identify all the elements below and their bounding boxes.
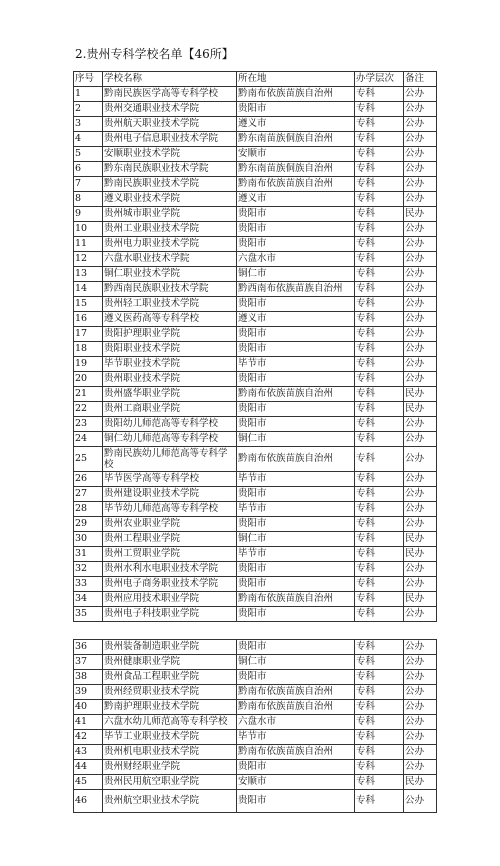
table-row: [74, 342, 437, 357]
table-row: [74, 730, 437, 745]
cell-location: 贵阳市: [237, 297, 355, 312]
cell-location: 贵阳市: [237, 102, 355, 117]
cell-school-name: 贵州建设职业技术学院: [103, 487, 237, 502]
cell-level: 专科: [355, 685, 404, 700]
cell-level: 专科: [355, 237, 404, 252]
table-row: [74, 547, 437, 562]
cell-index: 45: [74, 775, 103, 790]
cell-school-name: 贵州工业职业技术学院: [103, 222, 237, 237]
cell-index: 36: [74, 640, 103, 655]
cell-location: 安顺市: [237, 775, 355, 790]
cell-school-name: 毕节医学高等专科学校: [103, 472, 237, 487]
cell-level: 专科: [355, 162, 404, 177]
table-row: [74, 577, 437, 592]
cell-school-name: 贵阳护理职业学院: [103, 327, 237, 342]
cell-level: 专科: [355, 192, 404, 207]
cell-index: 21: [74, 387, 103, 402]
cell-school-name: 六盘水职业技术学院: [103, 252, 237, 267]
header-remark: 备注: [404, 72, 437, 87]
cell-location: 贵阳市: [237, 607, 355, 622]
cell-level: 专科: [355, 562, 404, 577]
cell-school-name: 贵州盛华职业学院: [103, 387, 237, 402]
cell-index: 10: [74, 222, 103, 237]
cell-school-name: 贵州电子科技职业学院: [103, 607, 237, 622]
cell-remark: 公办: [404, 562, 437, 577]
cell-level: 专科: [355, 607, 404, 622]
cell-location: 毕节市: [237, 547, 355, 562]
cell-index: 25: [74, 447, 103, 472]
table-row: [74, 222, 437, 237]
cell-location: 毕节市: [237, 730, 355, 745]
cell-school-name: 贵州电力职业技术学院: [103, 237, 237, 252]
table-row: [74, 207, 437, 222]
cell-school-name: 黔南民族幼儿师范高等专科学校: [103, 447, 237, 472]
cell-school-name: 贵州机电职业技术学院: [103, 745, 237, 760]
cell-level: 专科: [355, 102, 404, 117]
cell-location: 遵义市: [237, 192, 355, 207]
cell-level: 专科: [355, 577, 404, 592]
cell-level: 专科: [355, 132, 404, 147]
table-row: [74, 517, 437, 532]
cell-school-name: 贵阳幼儿师范高等专科学校: [103, 417, 237, 432]
cell-location: 铜仁市: [237, 432, 355, 447]
cell-index: 43: [74, 745, 103, 760]
table-row: [74, 487, 437, 502]
table-row: [74, 312, 437, 327]
cell-level: 专科: [355, 312, 404, 327]
cell-remark: 公办: [404, 252, 437, 267]
cell-level: 专科: [355, 357, 404, 372]
cell-remark: 公办: [404, 790, 437, 813]
cell-remark: 民办: [404, 402, 437, 417]
cell-level: 专科: [355, 372, 404, 387]
cell-location: 黔南布依族苗族自治州: [237, 685, 355, 700]
cell-school-name: 贵州财经职业学院: [103, 760, 237, 775]
cell-school-name: 遵义医药高等专科学校: [103, 312, 237, 327]
table-row: [74, 252, 437, 267]
cell-location: 贵阳市: [237, 640, 355, 655]
cell-school-name: 贵州电子商务职业技术学院: [103, 577, 237, 592]
cell-remark: 公办: [404, 372, 437, 387]
cell-school-name: 黔南民族职业技术学院: [103, 177, 237, 192]
cell-remark: 民办: [404, 592, 437, 607]
cell-location: 毕节市: [237, 502, 355, 517]
page-title: 2.贵州专科学校名单【46所】: [75, 47, 234, 61]
cell-remark: 公办: [404, 162, 437, 177]
cell-index: 1: [74, 87, 103, 102]
cell-school-name: 贵州交通职业技术学院: [103, 102, 237, 117]
cell-remark: 公办: [404, 222, 437, 237]
cell-school-name: 贵州民用航空职业学院: [103, 775, 237, 790]
cell-location: 黔南布依族苗族自治州: [237, 745, 355, 760]
cell-remark: 公办: [404, 177, 437, 192]
cell-index: 24: [74, 432, 103, 447]
table-row: [74, 267, 437, 282]
cell-remark: 公办: [404, 487, 437, 502]
cell-school-name: 贵州水利水电职业技术学院: [103, 562, 237, 577]
cell-location: 铜仁市: [237, 532, 355, 547]
header-school-name: 学校名称: [103, 72, 237, 87]
cell-school-name: 毕节职业技术学院: [103, 357, 237, 372]
table-header-row: [74, 72, 437, 87]
table-row: [74, 117, 437, 132]
cell-level: 专科: [355, 700, 404, 715]
table-row: [74, 237, 437, 252]
cell-remark: 公办: [404, 432, 437, 447]
cell-index: 28: [74, 502, 103, 517]
table-row: [74, 700, 437, 715]
cell-location: 黔东南苗族侗族自治州: [237, 132, 355, 147]
cell-index: 4: [74, 132, 103, 147]
cell-remark: 公办: [404, 102, 437, 117]
cell-index: 29: [74, 517, 103, 532]
cell-location: 黔南布依族苗族自治州: [237, 177, 355, 192]
cell-remark: 公办: [404, 730, 437, 745]
table-row: [74, 192, 437, 207]
cell-remark: 公办: [404, 417, 437, 432]
cell-location: 遵义市: [237, 117, 355, 132]
cell-level: 专科: [355, 670, 404, 685]
cell-index: 26: [74, 472, 103, 487]
cell-index: 32: [74, 562, 103, 577]
cell-school-name: 黔南护理职业技术学院: [103, 700, 237, 715]
cell-remark: 公办: [404, 517, 437, 532]
cell-location: 毕节市: [237, 472, 355, 487]
cell-index: 39: [74, 685, 103, 700]
cell-level: 专科: [355, 387, 404, 402]
cell-remark: 公办: [404, 117, 437, 132]
cell-remark: 民办: [404, 547, 437, 562]
cell-remark: 公办: [404, 472, 437, 487]
cell-index: 17: [74, 327, 103, 342]
cell-location: 铜仁市: [237, 267, 355, 282]
cell-location: 遵义市: [237, 312, 355, 327]
cell-index: 15: [74, 297, 103, 312]
table-row: [74, 357, 437, 372]
school-table: [73, 71, 437, 622]
table-row: [74, 372, 437, 387]
cell-remark: 公办: [404, 715, 437, 730]
cell-remark: 公办: [404, 760, 437, 775]
cell-index: 31: [74, 547, 103, 562]
cell-level: 专科: [355, 502, 404, 517]
cell-level: 专科: [355, 177, 404, 192]
cell-remark: 公办: [404, 282, 437, 297]
cell-location: 贵阳市: [237, 487, 355, 502]
cell-index: 46: [74, 790, 103, 813]
cell-level: 专科: [355, 547, 404, 562]
table-row: [74, 685, 437, 700]
cell-level: 专科: [355, 297, 404, 312]
cell-level: 专科: [355, 640, 404, 655]
cell-level: 专科: [355, 87, 404, 102]
cell-index: 3: [74, 117, 103, 132]
cell-index: 22: [74, 402, 103, 417]
table-row: [74, 655, 437, 670]
cell-index: 7: [74, 177, 103, 192]
cell-level: 专科: [355, 222, 404, 237]
cell-index: 38: [74, 670, 103, 685]
header-location: 所在地: [237, 72, 355, 87]
cell-location: 贵阳市: [237, 760, 355, 775]
table-row: [74, 760, 437, 775]
cell-index: 44: [74, 760, 103, 775]
cell-location: 六盘水市: [237, 715, 355, 730]
cell-school-name: 安顺职业技术学院: [103, 147, 237, 162]
table-row: [74, 402, 437, 417]
cell-location: 毕节市: [237, 357, 355, 372]
cell-remark: 公办: [404, 640, 437, 655]
cell-remark: 民办: [404, 207, 437, 222]
table-row: [74, 147, 437, 162]
cell-level: 专科: [355, 282, 404, 297]
cell-remark: 公办: [404, 670, 437, 685]
cell-school-name: 铜仁幼儿师范高等专科学校: [103, 432, 237, 447]
cell-school-name: 黔西南民族职业技术学院: [103, 282, 237, 297]
cell-school-name: 贵州轻工职业技术学院: [103, 297, 237, 312]
cell-index: 14: [74, 282, 103, 297]
cell-index: 9: [74, 207, 103, 222]
cell-level: 专科: [355, 730, 404, 745]
table-row: [74, 502, 437, 517]
cell-school-name: 贵州健康职业学院: [103, 655, 237, 670]
cell-remark: 公办: [404, 297, 437, 312]
cell-remark: 公办: [404, 607, 437, 622]
cell-school-name: 毕节幼儿师范高等专科学校: [103, 502, 237, 517]
cell-school-name: 黔东南民族职业技术学院: [103, 162, 237, 177]
cell-remark: 公办: [404, 685, 437, 700]
cell-location: 贵阳市: [237, 327, 355, 342]
table-row: [74, 132, 437, 147]
cell-school-name: 贵州经贸职业技术学院: [103, 685, 237, 700]
cell-level: 专科: [355, 447, 404, 472]
cell-level: 专科: [355, 487, 404, 502]
cell-school-name: 毕节工业职业技术学院: [103, 730, 237, 745]
cell-index: 23: [74, 417, 103, 432]
cell-level: 专科: [355, 472, 404, 487]
cell-location: 贵阳市: [237, 237, 355, 252]
cell-school-name: 贵州应用技术职业学院: [103, 592, 237, 607]
cell-index: 41: [74, 715, 103, 730]
cell-location: 贵阳市: [237, 417, 355, 432]
table-row: [74, 432, 437, 447]
cell-location: 贵阳市: [237, 790, 355, 813]
cell-index: 33: [74, 577, 103, 592]
cell-school-name: 贵州工程职业学院: [103, 532, 237, 547]
header-level: 办学层次: [355, 72, 404, 87]
table-row: [74, 447, 437, 472]
cell-location: 黔西南布依族苗族自治州: [237, 282, 355, 297]
cell-level: 专科: [355, 517, 404, 532]
table-row: [74, 327, 437, 342]
table-row: [74, 790, 437, 813]
cell-location: 贵阳市: [237, 207, 355, 222]
cell-location: 黔南布依族苗族自治州: [237, 447, 355, 472]
cell-location: 黔南布依族苗族自治州: [237, 387, 355, 402]
cell-level: 专科: [355, 267, 404, 282]
cell-location: 铜仁市: [237, 655, 355, 670]
cell-remark: 公办: [404, 87, 437, 102]
cell-remark: 公办: [404, 700, 437, 715]
cell-location: 贵阳市: [237, 402, 355, 417]
cell-index: 11: [74, 237, 103, 252]
cell-index: 19: [74, 357, 103, 372]
table-row: [74, 607, 437, 622]
cell-level: 专科: [355, 147, 404, 162]
cell-remark: 民办: [404, 387, 437, 402]
table-row: [74, 87, 437, 102]
cell-index: 27: [74, 487, 103, 502]
cell-index: 40: [74, 700, 103, 715]
cell-school-name: 铜仁职业技术学院: [103, 267, 237, 282]
cell-level: 专科: [355, 745, 404, 760]
cell-index: 20: [74, 372, 103, 387]
cell-index: 16: [74, 312, 103, 327]
cell-remark: 公办: [404, 267, 437, 282]
cell-index: 34: [74, 592, 103, 607]
table-row: [74, 775, 437, 790]
table-row: [74, 387, 437, 402]
cell-school-name: 贵州城市职业学院: [103, 207, 237, 222]
cell-location: 贵阳市: [237, 342, 355, 357]
cell-remark: 公办: [404, 745, 437, 760]
cell-level: 专科: [355, 592, 404, 607]
table-row: [74, 282, 437, 297]
cell-level: 专科: [355, 252, 404, 267]
cell-level: 专科: [355, 342, 404, 357]
cell-level: 专科: [355, 207, 404, 222]
cell-index: 12: [74, 252, 103, 267]
table-row: [74, 640, 437, 655]
cell-level: 专科: [355, 532, 404, 547]
cell-index: 8: [74, 192, 103, 207]
cell-remark: 公办: [404, 312, 437, 327]
header-index: 序号: [74, 72, 103, 87]
table-row: [74, 562, 437, 577]
cell-index: 35: [74, 607, 103, 622]
cell-location: 黔南布依族苗族自治州: [237, 592, 355, 607]
cell-level: 专科: [355, 402, 404, 417]
cell-index: 42: [74, 730, 103, 745]
cell-level: 专科: [355, 417, 404, 432]
cell-school-name: 遵义职业技术学院: [103, 192, 237, 207]
cell-index: 13: [74, 267, 103, 282]
table-row: [74, 592, 437, 607]
cell-location: 黔南布依族苗族自治州: [237, 87, 355, 102]
table-row: [74, 162, 437, 177]
cell-school-name: 贵州工贸职业学院: [103, 547, 237, 562]
cell-location: 贵阳市: [237, 222, 355, 237]
cell-remark: 公办: [404, 237, 437, 252]
cell-remark: 公办: [404, 192, 437, 207]
table-row: [74, 472, 437, 487]
cell-remark: 民办: [404, 775, 437, 790]
cell-level: 专科: [355, 715, 404, 730]
cell-remark: 公办: [404, 132, 437, 147]
cell-remark: 民办: [404, 532, 437, 547]
cell-school-name: 贵州航空职业技术学院: [103, 790, 237, 813]
cell-location: 安顺市: [237, 147, 355, 162]
cell-level: 专科: [355, 432, 404, 447]
cell-level: 专科: [355, 655, 404, 670]
cell-level: 专科: [355, 760, 404, 775]
cell-school-name: 黔南民族医学高等专科学校: [103, 87, 237, 102]
cell-location: 黔南布依族苗族自治州: [237, 700, 355, 715]
cell-school-name: 贵州装备制造职业学院: [103, 640, 237, 655]
cell-index: 2: [74, 102, 103, 117]
cell-remark: 公办: [404, 655, 437, 670]
cell-school-name: 贵州食品工程职业学院: [103, 670, 237, 685]
cell-school-name: 贵州电子信息职业技术学院: [103, 132, 237, 147]
cell-location: 贵阳市: [237, 562, 355, 577]
table-row: [74, 297, 437, 312]
cell-index: 6: [74, 162, 103, 177]
cell-location: 贵阳市: [237, 577, 355, 592]
cell-school-name: 贵州农业职业学院: [103, 517, 237, 532]
cell-level: 专科: [355, 117, 404, 132]
cell-location: 贵阳市: [237, 670, 355, 685]
cell-remark: 公办: [404, 327, 437, 342]
cell-remark: 公办: [404, 147, 437, 162]
cell-level: 专科: [355, 790, 404, 813]
cell-remark: 公办: [404, 357, 437, 372]
cell-school-name: 贵阳职业技术学院: [103, 342, 237, 357]
cell-location: 贵阳市: [237, 372, 355, 387]
cell-remark: 公办: [404, 447, 437, 472]
cell-index: 37: [74, 655, 103, 670]
cell-index: 18: [74, 342, 103, 357]
cell-index: 30: [74, 532, 103, 547]
cell-school-name: 贵州航天职业技术学院: [103, 117, 237, 132]
cell-remark: 公办: [404, 502, 437, 517]
cell-location: 贵阳市: [237, 517, 355, 532]
table-row: [74, 532, 437, 547]
cell-remark: 公办: [404, 577, 437, 592]
table-row: [74, 417, 437, 432]
table-row: [74, 177, 437, 192]
cell-level: 专科: [355, 775, 404, 790]
cell-remark: 公办: [404, 342, 437, 357]
cell-school-name: 六盘水幼儿师范高等专科学校: [103, 715, 237, 730]
cell-level: 专科: [355, 327, 404, 342]
cell-school-name: 贵州职业技术学院: [103, 372, 237, 387]
cell-location: 六盘水市: [237, 252, 355, 267]
table-row: [74, 745, 437, 760]
table-row: [74, 670, 437, 685]
table-row: [74, 102, 437, 117]
table-row: [74, 715, 437, 730]
cell-index: 5: [74, 147, 103, 162]
cell-location: 黔东南苗族侗族自治州: [237, 162, 355, 177]
cell-school-name: 贵州工商职业学院: [103, 402, 237, 417]
school-table-continued: [73, 639, 437, 813]
